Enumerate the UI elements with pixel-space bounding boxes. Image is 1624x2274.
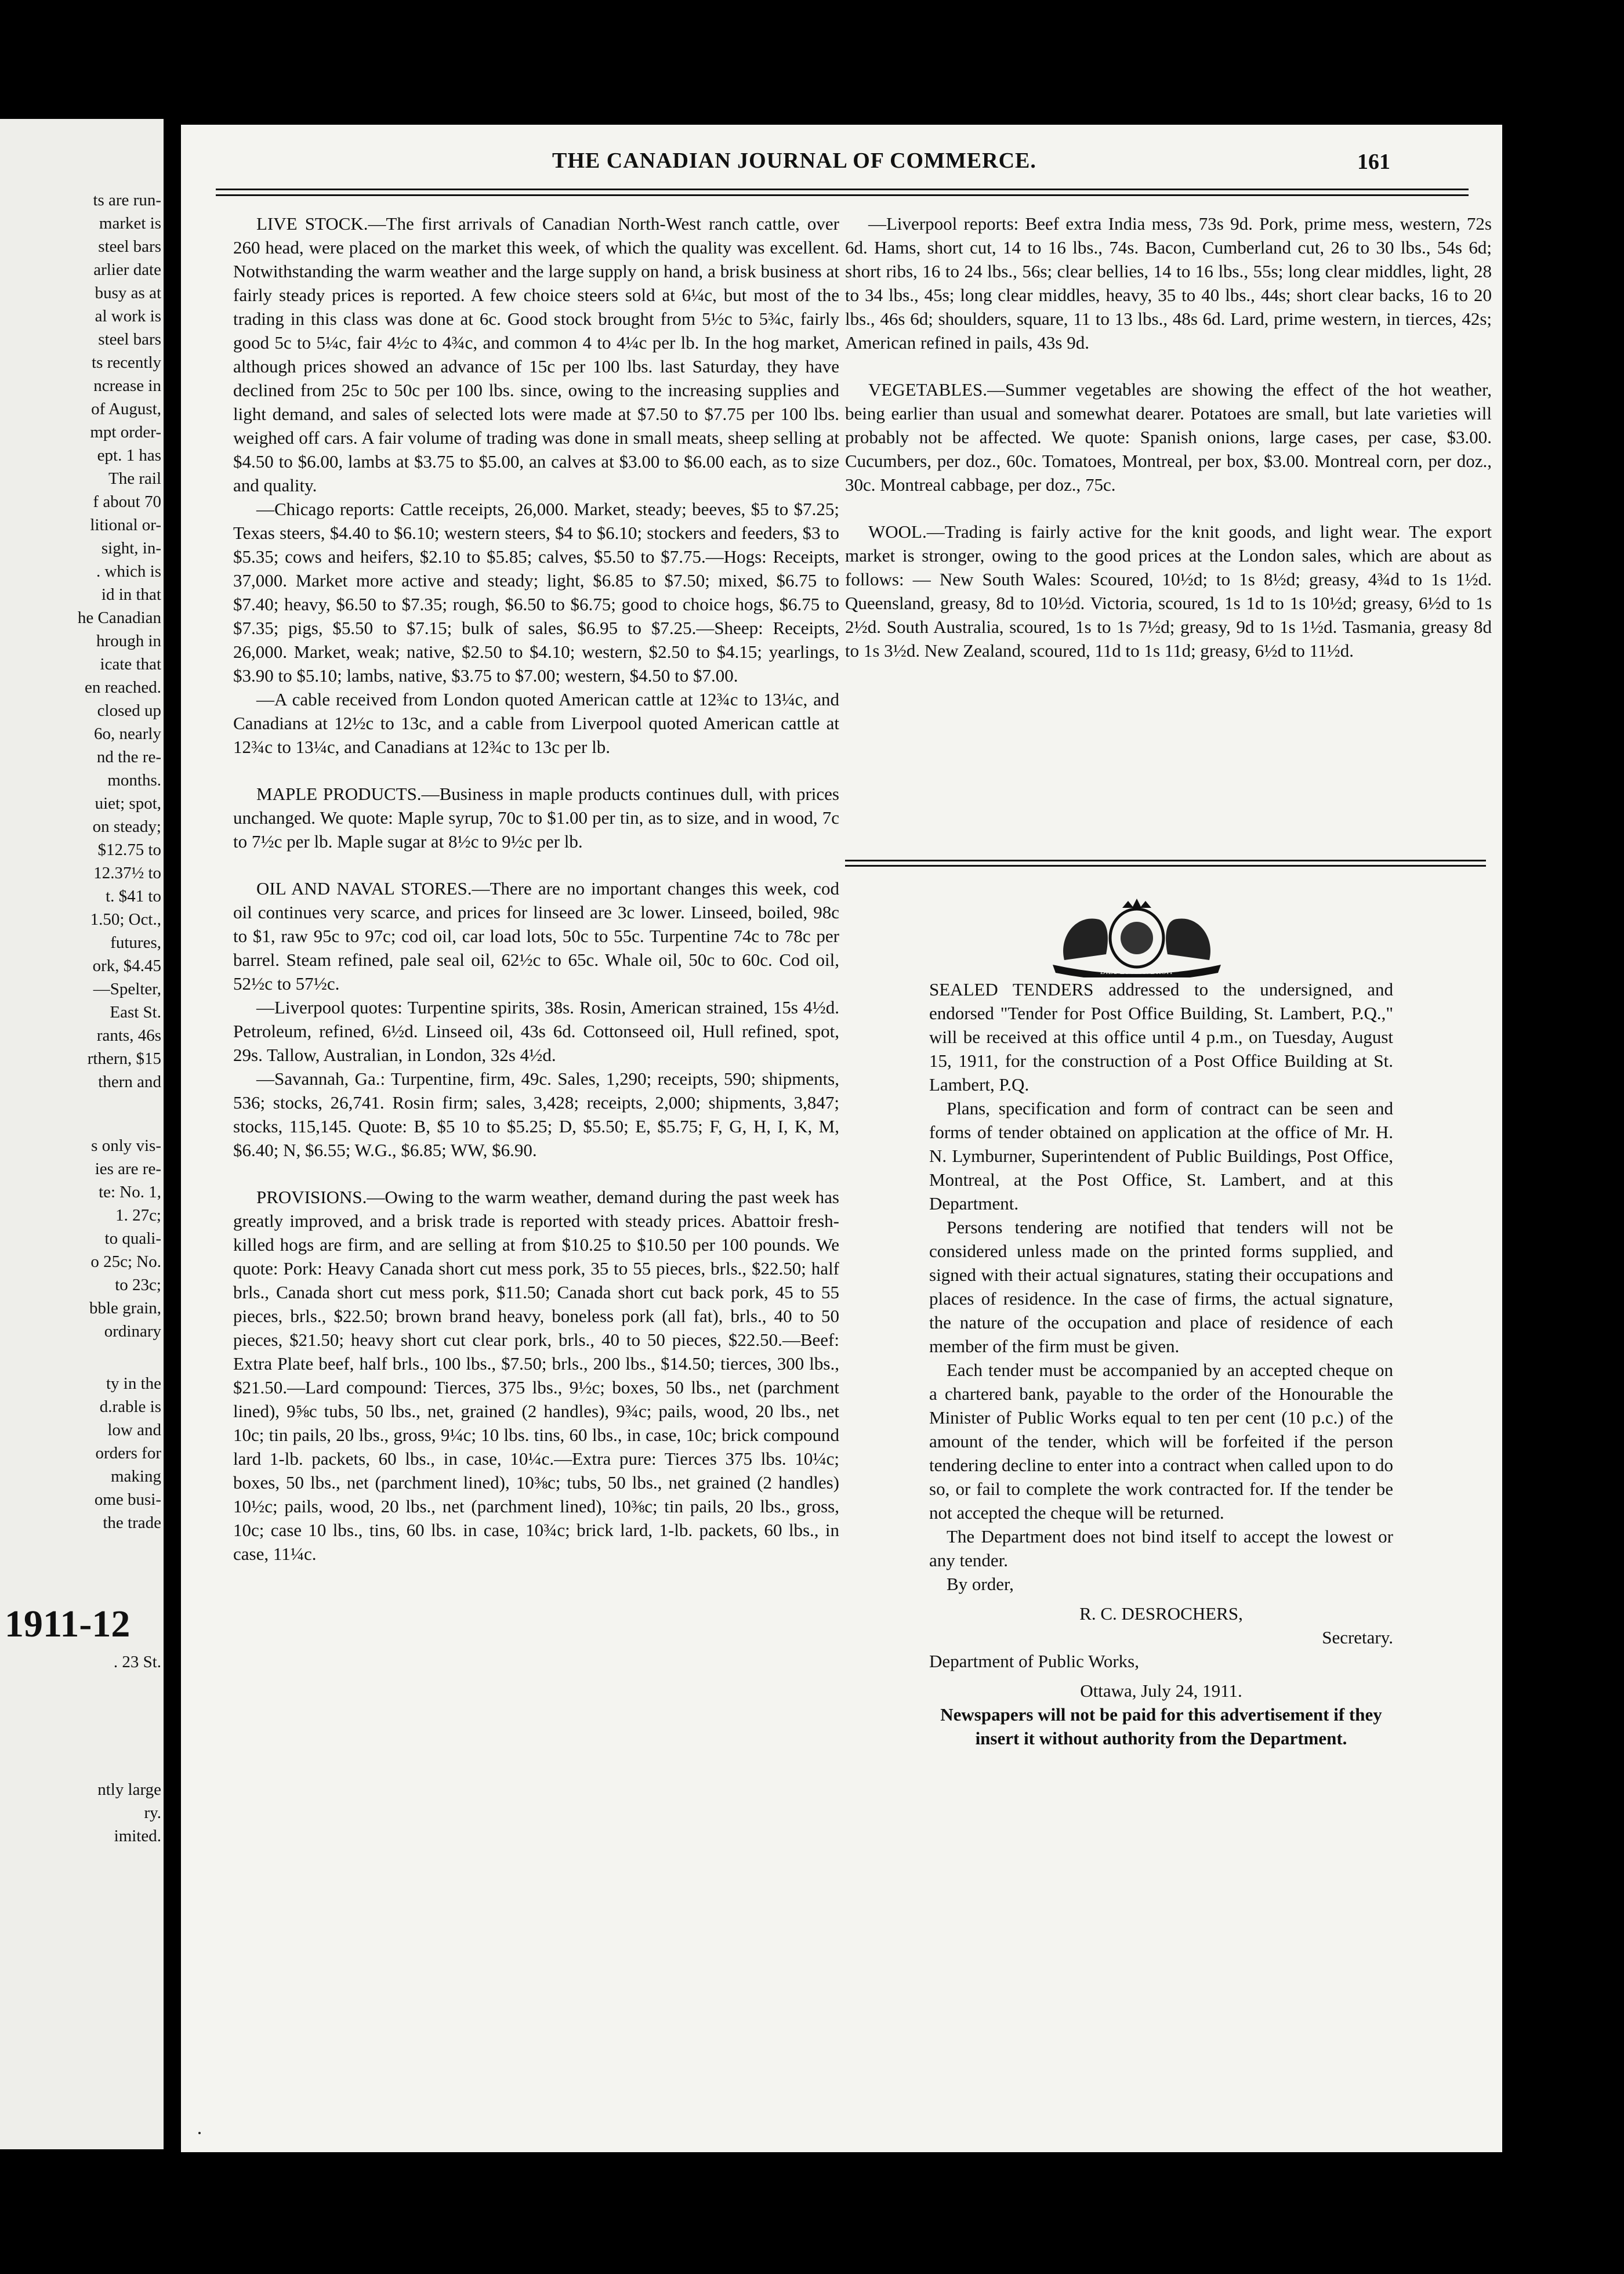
maple-heading: MAPLE PRODUCTS. — [256, 784, 422, 804]
print-speck — [198, 2132, 201, 2134]
left-page-line: al work is — [95, 307, 161, 325]
vegetables-section — [845, 378, 1492, 497]
left-page-line: rants, 46s — [96, 1026, 161, 1045]
left-page-line: litional or- — [90, 516, 161, 534]
left-page-line: icate that — [100, 655, 161, 673]
tender-dept-place: Ottawa, July 24, 1911. — [1080, 1681, 1242, 1701]
left-page-line: closed up — [97, 701, 161, 720]
left-page-line: months. — [107, 771, 161, 790]
left-page-line: . which is — [96, 562, 161, 581]
header-rule-bottom — [216, 194, 1469, 196]
left-page-line: f about 70 — [93, 493, 161, 511]
oil-heading: OIL AND NAVAL STORES. — [256, 878, 472, 899]
column-left — [233, 212, 839, 1589]
left-page-line: hrough in — [96, 632, 161, 650]
left-page-line: ies are re- — [95, 1160, 161, 1178]
tender-lead: SEALED TENDERS addressed to the undersigned, and endorsed "Tender for Post Office Building, St. Lambert, P.Q.," will be received at this office until 4 p.m., on Tuesday, August 15, 1911, for the construction of a Post Office Building at St. Lambert, P.Q. — [929, 979, 1393, 1095]
left-page-line: d.rable is — [99, 1397, 161, 1416]
liverpool-provisions-report: —Liverpool reports: Beef extra India mess, 73s 9d. Pork, prime mess, western, 72s 6d. Hams, short cut, 14 to 16 lbs., 74s. Bacon, Cumberland cut, 26 to 30 lbs., 54s 6d; short ribs, 16 to 24 lbs., 56s; clear bellies, 14 to 16 lbs., 55s; long clear middles, light, 28 to 34 lbs., 45s; long clear middles, heavy, 35 to 40 lbs., 44s; short clear backs, 16 to 20 lbs., 46s 6d; shoulders, square, 11 to 13 lbs., 48s 6d. Lard, prime western, in tierces, 42s; American refined in pails, 43s 9d. — [845, 213, 1492, 353]
left-page-line: ts recently — [92, 353, 161, 372]
oil-section — [233, 877, 839, 995]
left-page-line: arlier date — [93, 260, 161, 279]
tender-by-order: By order, — [947, 1574, 1014, 1594]
left-page-line: 12.37½ to — [93, 864, 161, 882]
left-page-line: en reached. — [84, 678, 161, 697]
left-page-line: imited. — [114, 1827, 161, 1845]
tender-signer-title: Secretary. — [1322, 1627, 1393, 1647]
provisions-text: —Owing to the warm weather, demand during the past week has greatly improved, and a brisk trade is reported with steady prices. Abattoir fresh-killed hogs are firm, and are selling at from $10.25 to $10.50 per 100 pounds. We quote: Pork: Heavy Canada short cut mess pork, 35 to 55 pieces, brls., $22.50; half brls., Canada short cut mess pork, $11.50; Canada short cut back pork, 45 to 55 pieces, brls., $22.50; brown brand heavy, boneless pork (all fat), brls., 40 to 50 pieces, $21.50; heavy short cut clear pork, brls., 40 to 50 pieces, $22.50.—Beef: Extra Plate beef, half brls., 100 lbs., $7.50; brls., 200 lbs., $14.50; tierces, 300 lbs., $21.50.—Lard compound: Tierces, 375 lbs., 9½c; boxes, 50 lbs., net (parchment lined), 9⅝c tubs, 50 lbs., net, grained (2 handles), 9¾c; pails, wood, 20 lbs., net 10c; tin pails, 20 lbs., gross, 9¼c; 10 lbs. tins, 60 lbs., in case, 10c; brick compound lard 1-lb. packets, 60 lbs., in case, 10¼c.—Extra pure: Tierces 375 lbs. 10¼c; boxes, 50 lbs., net (parchment lined), 10⅜c; tubs, 50 lbs., net grained (2 handles) 10½c; pails, wood, 20 lbs., net (parchment lined), 10⅜c; tin pails, 20 lbs., gross, 10c; case 10 lbs., tins, 60 lbs. in case, 10¾c; brick lard, 1-lb. packets, 60 lbs., in case, 11¼c. — [233, 1187, 839, 1564]
left-page-line: 6o, nearly — [94, 725, 161, 743]
left-page-line: . 23 St. — [113, 1653, 161, 1671]
left-page-line: orders for — [95, 1444, 161, 1462]
left-page-line: ts are run- — [93, 191, 161, 209]
left-page-year-heading: 1911-12 — [5, 1603, 130, 1645]
left-page-line: sight, in- — [101, 539, 161, 557]
left-page-line: te: No. 1, — [99, 1183, 161, 1201]
left-page-line: ordinary — [104, 1322, 161, 1341]
live-stock-text: —The first arrivals of Canadian North-West ranch cattle, over 260 head, were placed on the market this week, of which the quality was excellent. Notwithstanding the warm weather and the large supply on hand, a brisk business at fairly steady prices is reported. A few choice steers sold at 6¼c, but most of the trading in this class was done at 6c. Good stock brought from 5½c to 5¾c, fairly good 5c to 5¼c, fair 4½c to 4¾c, and common 4 to 4¼c per lb. In the hog market, although prices showed an advance of 15c per 100 lbs. last Saturday, they have declined from 25c to 50c per 100 lbs. since, owing to the increasing supplies and light demand, and sales of selected lots were made at $7.50 to $7.75 per 100 lbs. weighed off cars. A fair volume of trading was done in small meats, sheep selling at $4.50 to $6.00, lambs at $3.75 to $5.00, an calves at $3.00 to $6.00 each, as to size and quality. — [233, 213, 839, 495]
left-page-line: —Spelter, — [93, 980, 161, 998]
left-page-line: making — [111, 1467, 161, 1486]
tender-persons: Persons tendering are notified that tenders will not be considered unless made on the printed forms supplied, and signed with their actual signatures, stating their occupations and places of residence. In the case of firms, the actual signature, the nature of the occupation and place of residence of each member of the firm must be given. — [929, 1217, 1393, 1356]
sealed-tenders-notice — [929, 977, 1393, 1750]
page-number: 161 — [1357, 150, 1390, 174]
left-page-line: ept. 1 has — [97, 446, 161, 465]
cable-report: —A cable received from London quoted American cattle at 12¾c to 13¼c, and Canadians at 12½c to 13c, and a cable from Liverpool quoted American cattle at 12¾c to 13¼c, and Canadians at 12¾c to 13c per lb. — [233, 689, 839, 757]
column-right — [845, 212, 1492, 686]
left-page-line: ome busi- — [94, 1490, 161, 1509]
left-page-line: futures, — [110, 933, 161, 952]
tender-plans: Plans, specification and form of contract can be seen and forms of tender obtained on application at the office of Mr. H. N. Lymburner, Superintendent of Public Buildings, Post Office, Montreal, at the Post Office, St. Lambert, and at this Department. — [929, 1098, 1393, 1214]
left-page-line: low and — [107, 1421, 161, 1439]
wool-section — [845, 520, 1492, 662]
page-title: THE CANADIAN JOURNAL OF COMMERCE. — [552, 149, 1036, 173]
left-page-line: thern and — [98, 1073, 161, 1091]
royal-coat-of-arms-icon — [1041, 896, 1232, 977]
live-stock-section — [233, 212, 839, 497]
left-page-line: ntly large — [97, 1780, 161, 1799]
left-page-line: steel bars — [98, 237, 161, 256]
tender-cheque: Each tender must be accompanied by an accepted cheque on a chartered bank, payable to the order of the Honourable the Minister of Public Works equal to ten per cent (10 p.c.) of the amount of the tender, which will be forfeited if the person tendering decline to enter into a contract when called upon to do so, or fail to complete the work contracted for. If the tender be not accepted the cheque will be returned. — [929, 1360, 1393, 1523]
left-page-fragment — [0, 119, 164, 2149]
left-page-line: ry. — [144, 1804, 161, 1822]
chicago-report: —Chicago reports: Cattle receipts, 26,000. Market, steady; beeves, $5 to $7.25; Texas steers, $4.40 to $6.10; western steers, $4 to $6.10; stockers and feeders, $3 to $5.35; cows and heifers, $2.10 to $5.85; calves, $5.50 to $7.75.—Hogs: Receipts, 37,000. Market more active and steady; light, $6.85 to $7.50; mixed, $6.75 to $7.40; heavy, $6.50 to $7.35; rough, $6.50 to $6.75; good to choice hogs, $6.75 to $7.35; pigs, $5.50 to $7.15; bulk of sales, $6.95 to $7.25.—Sheep: Receipts, 26,000. Market, weak; native, $2.50 to $4.10; western, $2.50 to $4.15; yearlings, $3.90 to $5.10; lambs, native, $3.75 to $7.00; western, $4.50 to $7.00. — [233, 499, 839, 686]
tender-department: The Department does not bind itself to accept the lowest or any tender. — [929, 1526, 1393, 1570]
left-page-gap — [5, 1674, 161, 1778]
vegetables-text: —Summer vegetables are showing the effect of the hot weather, being earlier than usual and somewhat dearer. Potatoes are small, but late varieties will probably not be affected. We quote: Spanish onions, large cases, per case, $3.00. Cucumbers, per doz., 60c. Tomatoes, Montreal, per box, $3.00. Montreal corn, per doz., 30c. Montreal cabbage, per doz., 75c. — [845, 379, 1492, 495]
wool-heading: WOOL. — [868, 522, 927, 542]
left-page-line: East St. — [110, 1003, 161, 1022]
liverpool-oil-report: —Liverpool quotes: Turpentine spirits, 38s. Rosin, American strained, 15s 4½d. Petroleum, refined, 6½d. Linseed oil, 43s 6d. Cottonseed oil, Hull refined, spot, 29s. Tallow, Australian, in London, 32s 4½d. — [233, 997, 839, 1065]
left-page-line: o 25c; No. — [90, 1252, 161, 1271]
left-page-line: $12.75 to — [97, 841, 161, 859]
left-page-line: steel bars — [98, 330, 161, 349]
left-page-line: t. $41 to — [106, 887, 161, 906]
left-page-line: nd the re- — [96, 748, 161, 766]
left-page-line: he Canadian — [77, 609, 161, 627]
live-stock-heading: LIVE STOCK. — [256, 213, 368, 234]
left-page-line: bble grain, — [89, 1299, 161, 1317]
tender-newspaper-notice: Newspapers will not be paid for this advertisement if they insert it without authority from the Department. — [940, 1704, 1382, 1748]
left-page-line: mpt order- — [90, 423, 161, 441]
left-page-gap — [5, 1343, 161, 1372]
left-page-line: ork, $4.45 — [92, 957, 161, 975]
left-page-line: id in that — [101, 585, 161, 604]
maple-section — [233, 782, 839, 853]
left-page-line: busy as at — [95, 284, 161, 302]
page-header — [181, 148, 1502, 183]
crest-motto: DIEU ET MON DROIT — [1100, 967, 1174, 976]
left-page-line: the trade — [103, 1513, 161, 1532]
left-page-text — [5, 189, 161, 1848]
provisions-section — [233, 1185, 839, 1566]
left-page-line: to quali- — [104, 1229, 161, 1248]
left-page-line: 1. 27c; — [115, 1206, 161, 1225]
left-page-line: on steady; — [92, 817, 161, 836]
left-page-line: s only vis- — [91, 1136, 161, 1155]
left-page-line: ty in the — [106, 1374, 161, 1393]
wool-text: —Trading is fairly active for the knit goods, and light wear. The export market is stronger, owing to the good prices at the London sales, which are about as follows: — New South Wales: Scoured, 10½d; to 1s 8½d; greasy, 4¾d to 1s 1½d. Queensland, greasy, 8d to 10½d. Victoria, scoured, 1s 1d to 1s 10½d; greasy, 6½d to 1s 2½d. South Australia, scoured, 1s to 1s 7½d; greasy, 9d to 1s 1½d. Tasmania, greasy 8d to 1s 3½d. New Zealand, scoured, 11d to 1s 11d; greasy, 6½d to 11½d. — [845, 522, 1492, 661]
left-page-line: uiet; spot, — [95, 794, 161, 813]
oil-text: —There are no important changes this week, cod oil continues very scarce, and prices for linseed are 3c lower. Linseed, boiled, 98c to $1, raw 95c to 97c; cod oil, car load lots, 50c to 55c. Turpentine 74c to 78c per barrel. Steam refined, pale seal oil, 62½c to 65c. Whale oil, 50c to 60c. Cod oil, 52½c to 57½c. — [233, 878, 839, 994]
left-page-gap — [5, 1093, 161, 1134]
advertisement-divider — [845, 860, 1486, 867]
header-rule-top — [216, 189, 1469, 190]
vegetables-heading: VEGETABLES. — [868, 379, 988, 400]
tender-dept-name: Department of Public Works, — [929, 1651, 1139, 1671]
left-page-gap — [5, 1534, 161, 1598]
left-page-line: rthern, $15 — [87, 1049, 161, 1068]
left-page-line: to 23c; — [115, 1276, 161, 1294]
left-page-line: ncrease in — [93, 376, 161, 395]
left-page-line: 1.50; Oct., — [90, 910, 161, 929]
left-page-line: market is — [99, 214, 161, 233]
provisions-heading: PROVISIONS. — [256, 1187, 367, 1207]
maple-text: —Business in maple products continues dull, with prices unchanged. We quote: Maple syrup, 70c to $1.00 per tin, as to size, and in wood, 7c to 7½c per lb. Maple sugar at 8½c to 9½c per lb. — [233, 784, 839, 852]
tender-signer: R. C. DESROCHERS, — [1079, 1603, 1243, 1624]
savannah-report: —Savannah, Ga.: Turpentine, firm, 49c. Sales, 1,290; receipts, 590; shipments, 536; stocks, 26,741. Rosin firm; sales, 3,428; receipts, 2,000; shipments, 3,847; stocks, 115,145. Quote: B, $5 10 to $5.25; D, $5.50; E, $5.75; F, G, H, I, K, M, $6.40; N, $6.55; W.G., $6.85; WW, $6.90. — [233, 1069, 839, 1160]
left-page-line: of August, — [91, 400, 161, 418]
journal-page — [181, 125, 1502, 2152]
left-page-line: The rail — [108, 469, 161, 488]
